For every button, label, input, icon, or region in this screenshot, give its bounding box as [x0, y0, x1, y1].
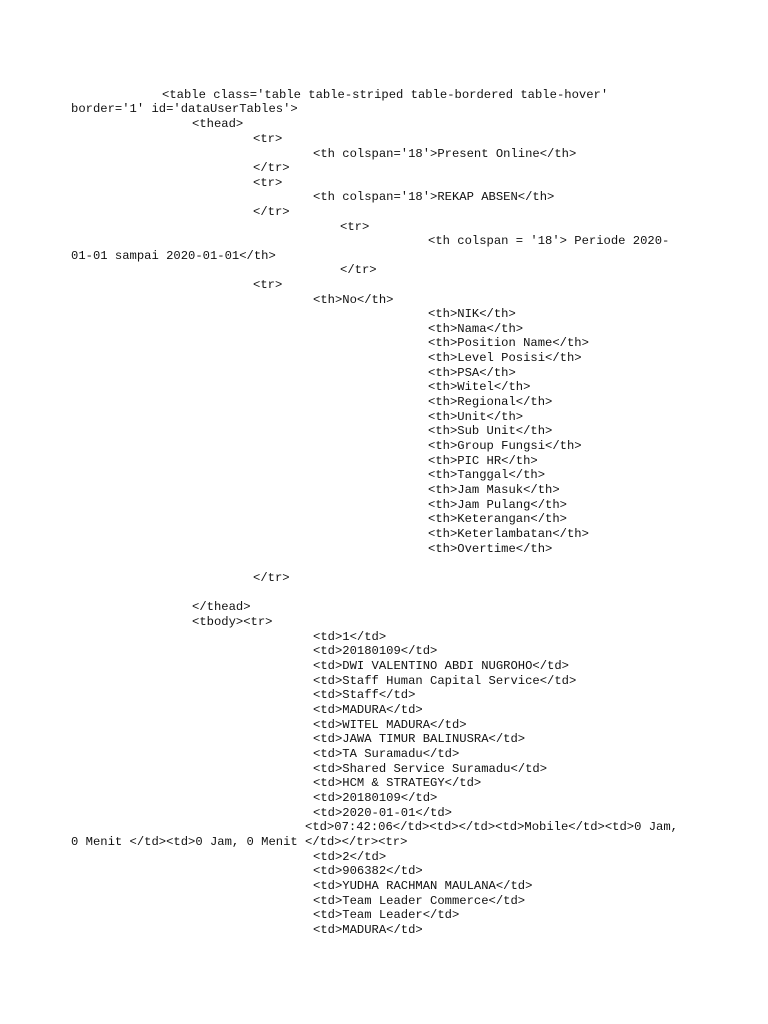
code-line: <td>MADURA</td>	[313, 703, 423, 717]
code-line: <th>Witel</th>	[428, 380, 531, 394]
code-line: <th>PSA</th>	[428, 366, 516, 380]
code-line: <th colspan='18'>Present Online</th>	[313, 147, 577, 161]
code-line: <td>DWI VALENTINO ABDI NUGROHO</td>	[313, 659, 569, 673]
code-line: <td>20180109</td>	[313, 644, 438, 658]
code-line: <th colspan = '18'> Periode 2020-	[428, 234, 670, 248]
code-line: <tr>	[253, 278, 283, 292]
code-line: <th>Nama</th>	[428, 322, 524, 336]
code-line: <th>Level Posisi</th>	[428, 351, 582, 365]
code-line: <td>HCM & STRATEGY</td>	[313, 776, 482, 790]
code-line: <th>Jam Masuk</th>	[428, 483, 560, 497]
code-line: <tr>	[340, 220, 370, 234]
code-line: <th>PIC HR</th>	[428, 454, 538, 468]
code-line: <td>20180109</td>	[313, 791, 438, 805]
code-line: <th>NIK</th>	[428, 307, 516, 321]
code-line: <td>Team Leader Commerce</td>	[313, 894, 526, 908]
code-line: <td>Shared Service Suramadu</td>	[313, 762, 548, 776]
code-line: <th>No</th>	[313, 293, 394, 307]
code-line: <td>JAWA TIMUR BALINUSRA</td>	[313, 732, 526, 746]
code-line: <td>906382</td>	[313, 864, 423, 878]
code-line: <th>Group Fungsi</th>	[428, 439, 582, 453]
code-line: <td>07:42:06</td><td></td><td>Mobile</td><td>0 Jam,	[305, 820, 678, 834]
code-line: <table class='table table-striped table-bordered table-hover'	[162, 88, 609, 102]
code-line: </tr>	[340, 263, 377, 277]
code-line: <td>2020-01-01</td>	[313, 806, 452, 820]
code-line: <th>Overtime</th>	[428, 542, 553, 556]
code-line: <th>Tanggal</th>	[428, 468, 546, 482]
code-line: <th colspan='18'>REKAP ABSEN</th>	[313, 190, 555, 204]
code-line: <th>Unit</th>	[428, 410, 524, 424]
code-line: <tbody><tr>	[192, 615, 273, 629]
code-line: <td>YUDHA RACHMAN MAULANA</td>	[313, 879, 533, 893]
code-line: <td>TA Suramadu</td>	[313, 747, 460, 761]
code-line: <td>Staff Human Capital Service</td>	[313, 674, 577, 688]
code-line: <thead>	[192, 117, 244, 131]
code-line: 0 Menit </td><td>0 Jam, 0 Menit </td></tr><tr>	[71, 835, 408, 849]
code-line: <th>Sub Unit</th>	[428, 424, 553, 438]
code-line: border='1' id='dataUserTables'>	[71, 102, 298, 116]
code-line: </tr>	[253, 571, 290, 585]
code-line: 01-01 sampai 2020-01-01</th>	[71, 249, 276, 263]
code-line: <th>Regional</th>	[428, 395, 553, 409]
code-line: <td>WITEL MADURA</td>	[313, 718, 467, 732]
code-line: <td>Team Leader</td>	[313, 908, 460, 922]
code-line: </thead>	[192, 600, 251, 614]
code-line: <tr>	[253, 176, 283, 190]
code-line: </tr>	[253, 161, 290, 175]
code-line: <td>1</td>	[313, 630, 387, 644]
code-line: <th>Keterlambatan</th>	[428, 527, 589, 541]
code-line: <tr>	[253, 132, 283, 146]
code-line: <th>Keterangan</th>	[428, 512, 567, 526]
code-line: </tr>	[253, 205, 290, 219]
code-line: <td>Staff</td>	[313, 688, 416, 702]
code-line: <td>MADURA</td>	[313, 923, 423, 937]
code-line: <th>Jam Pulang</th>	[428, 498, 567, 512]
code-line: <td>2</td>	[313, 850, 387, 864]
code-line: <th>Position Name</th>	[428, 336, 589, 350]
